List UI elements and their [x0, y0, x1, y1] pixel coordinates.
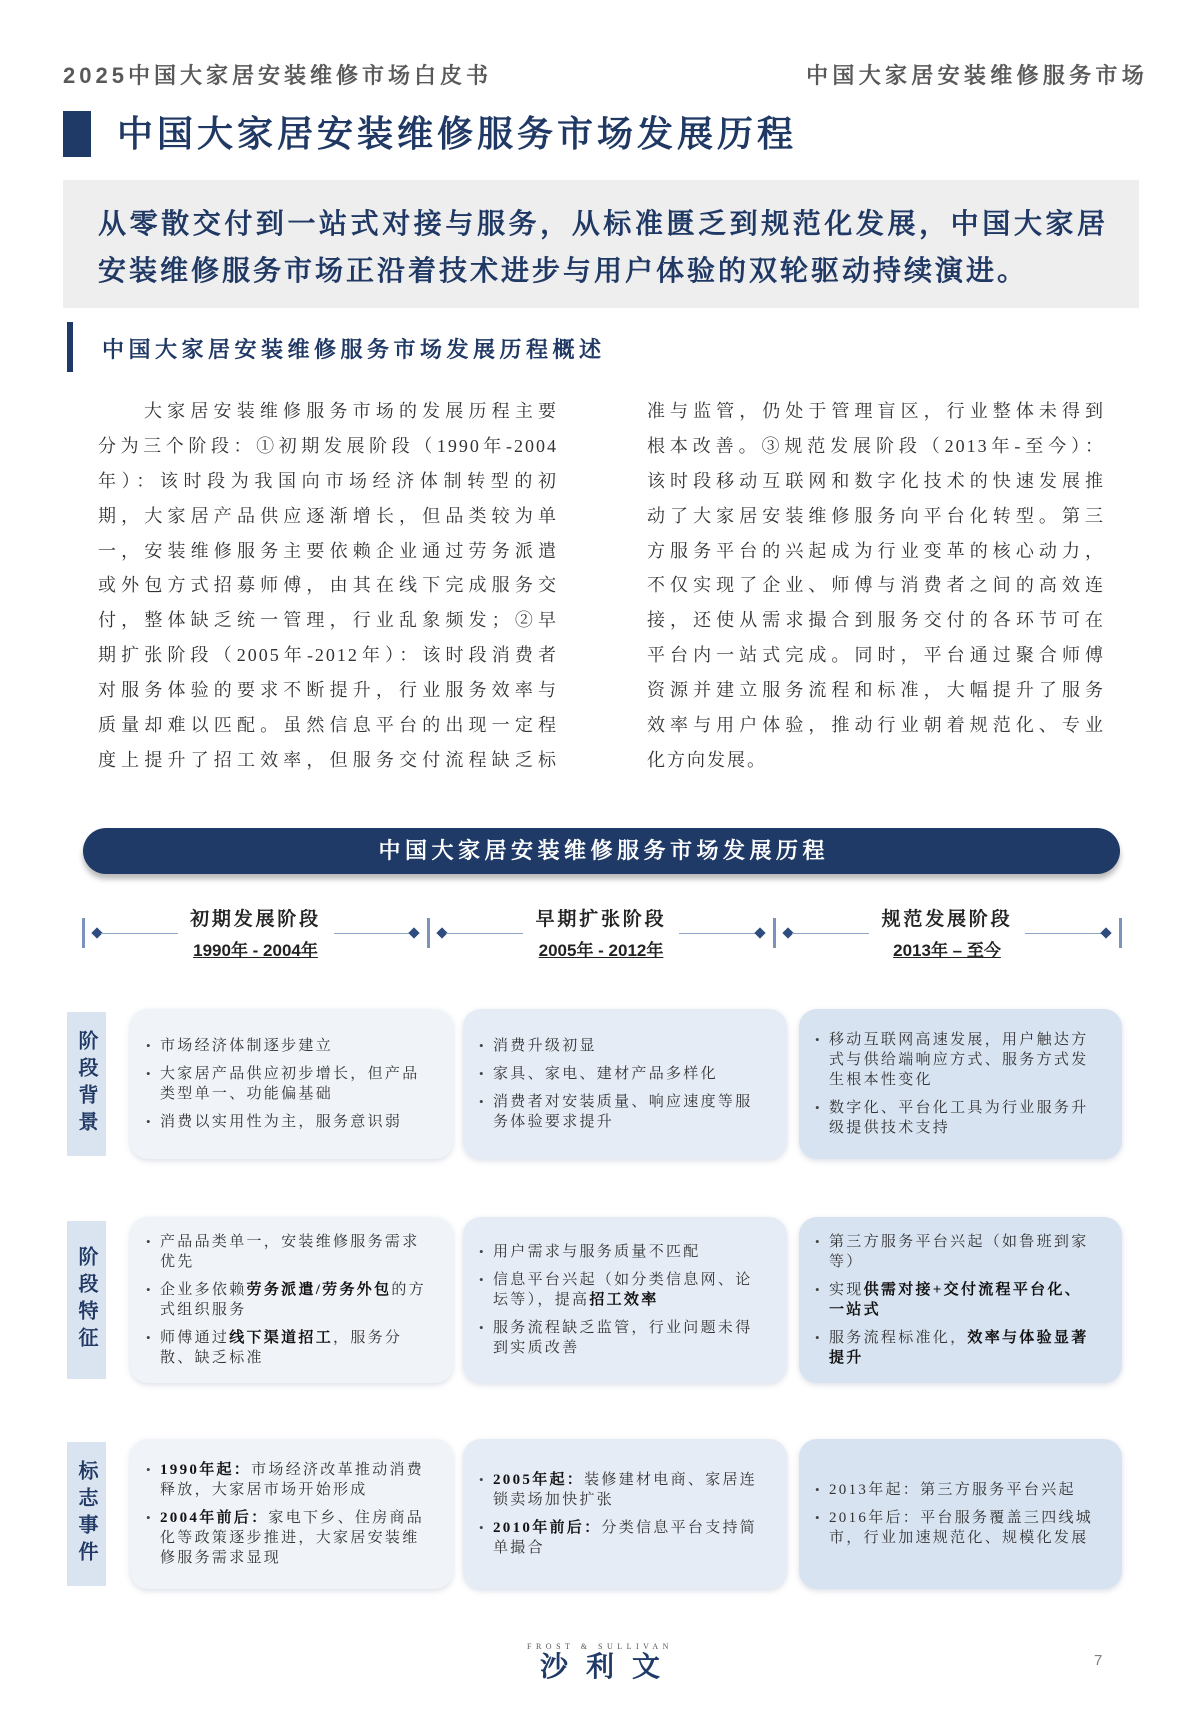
bullet-item: [146, 1460, 427, 1500]
bullet-item: [479, 1270, 760, 1310]
bullet-emphasis-text: 2004年前后：: [160, 1510, 269, 1526]
page-number: 7: [1094, 1652, 1103, 1669]
bullet-text: 信息平台兴起（如分类信息网、论坛等），提高: [493, 1272, 753, 1308]
stage-period: 2005年 - 2012年: [538, 941, 664, 960]
page-title: 中国大家居安装维修服务市场发展历程: [117, 113, 798, 154]
overview-text-line: 平台内一站式完成。同时，平台通过聚合师傅: [647, 645, 1105, 666]
stage-name: 规范发展阶段: [881, 909, 1013, 930]
bullet-emphasis-text: 1990年起：: [160, 1462, 252, 1478]
overview-text-line: 接，还使从需求撮合到服务交付的各环节可在: [647, 610, 1105, 631]
row-label-text: 标志事件: [75, 1460, 97, 1568]
bullet-item: [146, 1328, 427, 1368]
bullet-emphasis-text: 2005年起：: [493, 1472, 585, 1488]
bullet-text: 的方式组织服务: [160, 1282, 426, 1318]
bullet-emphasis-text: 招工效率: [589, 1292, 659, 1308]
bullet-text: 装修建材电商、家居连锁卖场加快扩张: [493, 1472, 758, 1508]
bullet-text: 服务流程缺乏监管，行业问题未得到实质改善: [493, 1320, 753, 1356]
overview-text-line: 或外包方式招募师傅，由其在线下完成服务交: [98, 575, 558, 596]
bullet-text: 2013年起：第三方服务平台兴起: [829, 1482, 1076, 1498]
row-label-background: [67, 1012, 106, 1156]
bullet-item: [479, 1318, 760, 1358]
bullet-item: [146, 1036, 427, 1056]
overview-text-line: 动了大家居安装维修服务向平台化转型。第三: [647, 505, 1105, 526]
bullet-emphasis-text: 劳务派遣/劳务外包: [246, 1282, 392, 1298]
bullet-item: [146, 1064, 427, 1104]
bullet-item: [815, 1508, 1096, 1548]
bullet-emphasis-text: 线下渠道招工: [229, 1330, 334, 1346]
bullet-item: [815, 1280, 1096, 1320]
row-label-text: 阶段特征: [75, 1246, 97, 1354]
bullet-item: [479, 1518, 760, 1558]
row-label-features: [67, 1221, 106, 1379]
bullet-list: [815, 1480, 1096, 1548]
bullet-emphasis-text: 2010年前后：: [493, 1520, 602, 1536]
bullet-text: 大家居产品供应初步增长，但产品类型单一、功能偏基础: [160, 1066, 420, 1102]
summary-box: [63, 180, 1139, 308]
row-label-milestones: [67, 1442, 106, 1586]
overview-text-line: 对服务体验的要求不断提升，行业服务效率与: [98, 680, 558, 701]
bullet-text: 数字化、平台化工具为行业服务升级提供技术支持: [829, 1100, 1089, 1136]
bullet-text: 用户需求与服务质量不匹配: [493, 1244, 701, 1260]
bullet-item: [815, 1480, 1096, 1500]
bullet-text: 市场经济改革推动消费释放，大家居市场开始形成: [160, 1462, 425, 1498]
bullet-list: [479, 1036, 760, 1132]
bullet-list: [146, 1460, 427, 1568]
overview-text-line: 效率与用户体验，推动行业朝着规范化、专业: [647, 715, 1105, 736]
bullet-text: 师傅通过: [160, 1330, 230, 1346]
overview-column-right: [647, 394, 1105, 778]
card-milestones-standardized: [799, 1439, 1122, 1589]
card-milestones-expansion: [463, 1439, 787, 1589]
overview-text-line: 资源并建立服务流程和标准，大幅提升了服务: [647, 680, 1105, 701]
bullet-list: [815, 1232, 1096, 1368]
overview-text-line: 准与监管，仍处于管理盲区，行业整体未得到: [647, 401, 1105, 421]
overview-text-line: 度上提升了招工效率，但服务交付流程缺乏标: [98, 749, 558, 770]
overview-column-left: [98, 394, 558, 778]
overview-text-line: 期扩张阶段（2005年-2012年）：该时段消费者: [98, 645, 558, 666]
bullet-item: [146, 1232, 427, 1272]
bullet-text: 实现: [829, 1282, 864, 1298]
bullet-item: [479, 1242, 760, 1262]
overview-text-line: 付，整体缺乏统一管理，行业乱象频发；②早: [98, 610, 558, 631]
bullet-item: [479, 1092, 760, 1132]
card-features-standardized: [799, 1217, 1122, 1383]
bullet-text: 家电下乡、住房商品化等政策逐步推进，大家居安装维修服务需求显现: [160, 1510, 425, 1566]
bullet-item: [146, 1280, 427, 1320]
bullet-text: ，服务分散、缺乏标准: [160, 1330, 403, 1366]
report-title-header: 2025中国大家居安装维修市场白皮书: [63, 63, 492, 88]
stage-name: 初期发展阶段: [190, 909, 321, 930]
bullet-text: 服务流程标准化，: [829, 1330, 968, 1346]
subheading-accent-bar: [67, 322, 73, 372]
bullet-item: [479, 1036, 760, 1056]
card-milestones-initial: [130, 1439, 453, 1589]
bullet-item: [815, 1030, 1096, 1090]
overview-text-line: 期，大家居产品供应逐渐增长，但品类较为单: [98, 505, 558, 526]
bullet-text: 分类信息平台支持简单撮合: [493, 1520, 758, 1556]
card-features-expansion: [463, 1217, 787, 1383]
timeline-stage-initial: [83, 906, 428, 965]
bullet-list: [479, 1470, 760, 1558]
bullet-text: 产品品类单一，安装维修服务需求优先: [160, 1234, 420, 1270]
overview-text-line: 方服务平台的兴起成为行业变革的核心动力，: [647, 540, 1105, 561]
overview-text-line: 质量却难以匹配。虽然信息平台的出现一定程: [98, 715, 558, 736]
timeline-stage-standardized: [774, 906, 1120, 965]
card-background-standardized: [799, 1009, 1122, 1159]
timeline-banner: 中国大家居安装维修服务市场发展历程: [83, 828, 1120, 874]
stage-period: 1990年 - 2004年: [193, 941, 318, 960]
bullet-text: 移动互联网高速发展，用户触达方式与供给端响应方式、服务方式发生根本性变化: [829, 1032, 1089, 1088]
overview-text-line: 分为三个阶段：①初期发展阶段（1990年-2004: [98, 435, 558, 456]
bullet-list: [479, 1242, 760, 1358]
bullet-list: [146, 1036, 427, 1132]
section-title-header: 中国大家居安装维修服务市场: [806, 63, 1148, 88]
brand-logo-chinese: 沙利文: [539, 1651, 678, 1682]
card-background-expansion: [463, 1009, 787, 1159]
bullet-item: [479, 1470, 760, 1510]
card-background-initial: [130, 1009, 453, 1159]
bullet-item: [146, 1508, 427, 1568]
overview-text-line: 根本改善。③规范发展阶段（2013年-至今）：: [647, 435, 1105, 456]
bullet-emphasis-text: 效率与体验显著提升: [829, 1330, 1089, 1366]
stage-name: 早期扩张阶段: [535, 909, 667, 930]
bullet-text: 2016年后：平台服务覆盖三四线城市，行业加速规范化、规模化发展: [829, 1510, 1094, 1546]
bullet-list: [815, 1030, 1096, 1138]
bullet-emphasis-text: 供需对接+交付流程平台化、一站式: [829, 1282, 1083, 1318]
row-label-text: 阶段背景: [75, 1030, 97, 1138]
bullet-item: [815, 1232, 1096, 1272]
bullet-item: [479, 1064, 760, 1084]
summary-line: 从零散交付到一站式对接与服务，从标准匮乏到规范化发展，中国大家居: [98, 207, 1108, 239]
overview-text-line: 大家居安装维修服务市场的发展历程主要: [144, 401, 558, 421]
bullet-text: 市场经济体制逐步建立: [160, 1038, 334, 1054]
overview-text-line: 年）：该时段为我国向市场经济体制转型的初: [98, 470, 558, 491]
bullet-text: 企业多依赖: [160, 1282, 247, 1298]
summary-line: 安装维修服务市场正沿着技术进步与用户体验的双轮驱动持续演进。: [98, 254, 1029, 286]
bullet-text: 家具、家电、建材产品多样化: [493, 1066, 718, 1082]
bullet-text: 消费升级初显: [493, 1038, 597, 1054]
bullet-text: 消费者对安装质量、响应速度等服务体验要求提升: [493, 1094, 753, 1130]
title-accent-block: [63, 111, 91, 157]
overview-text-line: 该时段移动互联网和数字化技术的快速发展推: [647, 470, 1105, 491]
card-features-initial: [130, 1217, 453, 1383]
overview-heading: 中国大家居安装维修服务市场发展历程概述: [102, 337, 606, 362]
overview-text-line: 化方向发展。: [647, 749, 767, 770]
bullet-text: 第三方服务平台兴起（如鲁班到家等）: [829, 1234, 1089, 1270]
bullet-text: 消费以实用性为主，服务意识弱: [160, 1114, 403, 1130]
bullet-item: [815, 1328, 1096, 1368]
overview-text-line: 不仅实现了企业、师傅与消费者之间的高效连: [647, 575, 1105, 596]
timeline-stage-expansion: [428, 906, 774, 965]
stage-period: 2013年 – 至今: [893, 941, 1001, 960]
overview-text-line: 一，安装维修服务主要依赖企业通过劳务派遣: [98, 540, 558, 561]
bullet-list: [146, 1232, 427, 1368]
bullet-item: [146, 1112, 427, 1132]
brand-logo-english: FROST & SULLIVAN: [527, 1642, 673, 1651]
bullet-item: [815, 1098, 1096, 1138]
